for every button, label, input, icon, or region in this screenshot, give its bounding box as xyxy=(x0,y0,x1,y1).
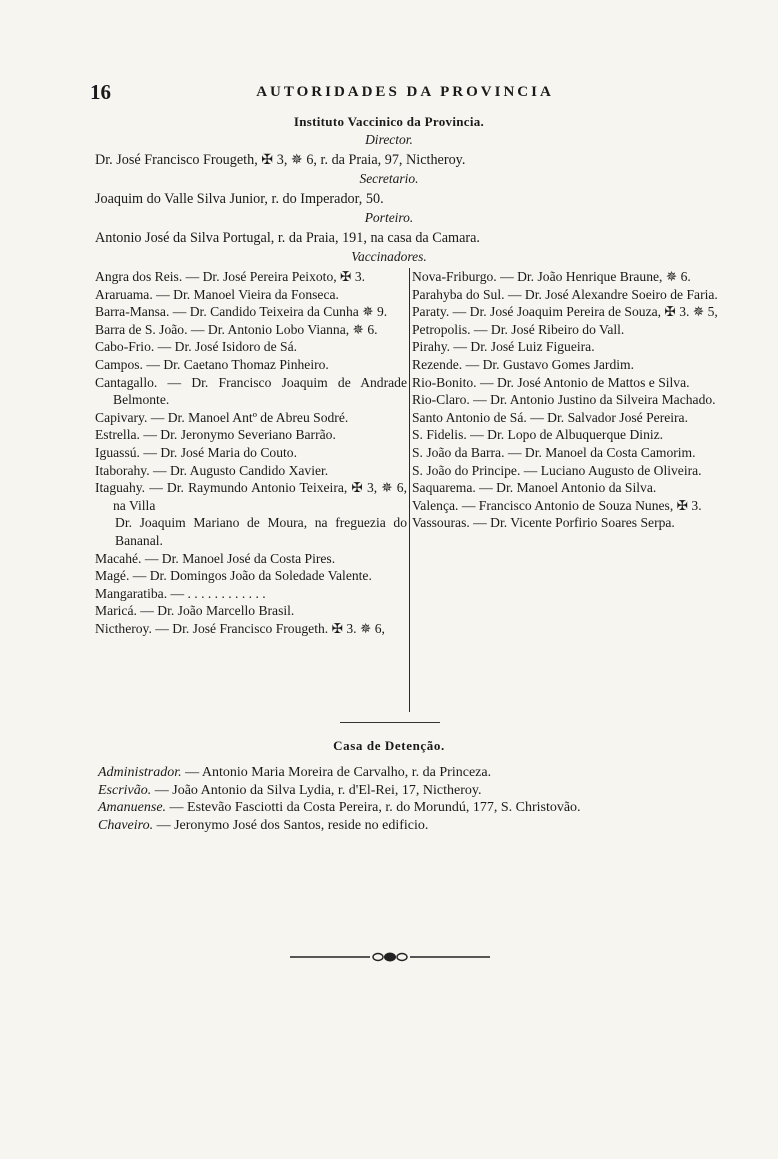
vaccinator-entry: S. Fidelis. — Dr. Lopo de Albuquerque Diniz. xyxy=(412,427,664,443)
vaccinator-entry: Petropolis. — Dr. José Ribeiro do Vall. xyxy=(412,321,625,337)
detention-row xyxy=(98,782,738,800)
detention-text: — Antonio Maria Moreira de Carvalho, r. da Princeza. xyxy=(181,765,492,780)
column-divider xyxy=(409,268,410,712)
vaccinators-right-column xyxy=(412,268,724,532)
vaccinator-entry: Magé. — Dr. Domingos João da Soledade Valente. xyxy=(95,568,372,584)
vaccinator-entry: S. João do Principe. — Luciano Augusto de Oliveira. xyxy=(412,462,702,478)
vaccinator-entry: Estrella. — Dr. Jeronymo Severiano Barrão. xyxy=(95,427,336,443)
vaccinator-entry: Cantagallo. — Dr. Francisco Joaquim de Andrade Belmonte. xyxy=(95,374,407,408)
detention-text: — Estevão Fasciotti da Costa Pereira, r. do Morundú, 177, S. Christovão. xyxy=(166,800,581,815)
running-title: AUTORIDADES DA PROVINCIA xyxy=(256,84,554,100)
vaccinator-entry: Itaborahy. — Dr. Augusto Candido Xavier. xyxy=(95,462,329,478)
detention-text: — Jeronymo José dos Santos, reside no edificio. xyxy=(153,817,429,833)
vaccinator-entry: Santo Antonio de Sá. — Dr. Salvador José Pereira. xyxy=(412,409,688,425)
director-heading: Director. xyxy=(365,132,413,147)
secretary-heading: Secretario. xyxy=(359,171,419,186)
detention-role: Amanuense. xyxy=(98,800,167,815)
section-rule xyxy=(340,722,440,723)
detention-row xyxy=(98,799,738,817)
vaccinator-entry: Nictheroy. — Dr. José Francisco Frougeth. ✠ 3. ✵ 6, xyxy=(95,620,385,636)
vaccinator-entry: Campos. — Dr. Caetano Thomaz Pinheiro. xyxy=(95,356,329,372)
vaccinator-entry: Pirahy. — Dr. José Luiz Figueira. xyxy=(412,339,595,355)
ornament-rule xyxy=(290,950,490,964)
vaccinator-entry: Nova-Friburgo. — Dr. João Henrique Braune, ✵ 6. xyxy=(412,269,691,284)
detention-text: — João Antonio da Silva Lydia, r. d'El-Rei, 17, Nictheroy. xyxy=(151,782,482,798)
vaccinator-entry: Capivary. — Dr. Manoel Antº de Abreu Sodré. xyxy=(95,409,349,425)
vaccinator-entry: Araruama. — Dr. Manoel Vieira da Fonseca. xyxy=(95,286,339,302)
detention-role: Chaveiro. xyxy=(98,817,154,833)
vaccinator-entry: Saquarema. — Dr. Manoel Antonio da Silva. xyxy=(412,480,657,496)
director-text: Dr. José Francisco Frougeth, ✠ 3, ✵ 6, r. da Praia, 97, Nictheroy. xyxy=(95,152,466,168)
vaccinator-entry: Dr. Joaquim Mariano de Moura, na freguezia do Bananal. xyxy=(115,515,407,548)
vaccinator-entry: Angra dos Reis. — Dr. José Pereira Peixoto, ✠ 3. xyxy=(95,269,366,284)
porter-text: Antonio José da Silva Portugal, r. da Praia, 191, na casa da Camara. xyxy=(95,230,480,246)
vaccinator-entry: Rio-Claro. — Dr. Antonio Justino da Silveira Machado. xyxy=(412,392,716,408)
vaccinator-entry: Vassouras. — Dr. Vicente Porfirio Soares Serpa. xyxy=(412,515,675,531)
vaccinator-entry: Macahé. — Dr. Manoel José da Costa Pires. xyxy=(95,550,336,566)
vaccinator-entry: Paraty. — Dr. José Joaquim Pereira de Souza, ✠ 3. ✵ 5, xyxy=(412,304,718,320)
detention-title: Casa de Detenção. xyxy=(333,738,445,753)
vaccinator-entry: Barra-Mansa. — Dr. Candido Teixeira da Cunha ✵ 9. xyxy=(95,304,388,320)
detention-row xyxy=(98,764,738,782)
detention-row xyxy=(98,817,738,835)
porter-heading: Porteiro. xyxy=(364,210,414,225)
detention-role: Escrivão. xyxy=(98,782,152,798)
vaccinator-entry: S. João da Barra. — Dr. Manoel da Costa Camorim. xyxy=(412,444,696,460)
vaccinator-entry: Itaguahy. — Dr. Raymundo Antonio Teixeira, ✠ 3, ✵ 6, na Villa xyxy=(95,480,407,513)
secretary-text: Joaquim do Valle Silva Junior, r. do Imperador, 50. xyxy=(95,191,384,207)
vaccinator-entry: Rio-Bonito. — Dr. José Antonio de Mattos e Silva. xyxy=(412,374,690,390)
page-number: 16 xyxy=(90,80,111,104)
vaccinators-heading: Vaccinadores. xyxy=(351,249,427,264)
vaccinator-entry: Rezende. — Dr. Gustavo Gomes Jardim. xyxy=(412,356,634,372)
vaccinator-entry: Mangaratiba. — . . . . . . . . . . . . xyxy=(95,585,266,601)
vaccinator-entry: Barra de S. João. — Dr. Antonio Lobo Vianna, ✵ 6. xyxy=(95,321,378,337)
institute-title: Instituto Vaccinico da Provincia. xyxy=(293,114,485,129)
detention-role: Administrador. xyxy=(98,765,182,780)
vaccinator-entry: Cabo-Frio. — Dr. José Isidoro de Sá. xyxy=(95,339,298,355)
detention-list xyxy=(98,764,738,834)
vaccinator-entry: Parahyba do Sul. — Dr. José Alexandre Soeiro de Faria. xyxy=(412,286,718,302)
vaccinator-entry: Iguassú. — Dr. José Maria do Couto. xyxy=(95,444,298,460)
vaccinators-left-column xyxy=(95,268,407,637)
vaccinator-entry: Maricá. — Dr. João Marcello Brasil. xyxy=(95,603,295,619)
vaccinator-entry: Valença. — Francisco Antonio de Souza Nunes, ✠ 3. xyxy=(412,497,702,513)
